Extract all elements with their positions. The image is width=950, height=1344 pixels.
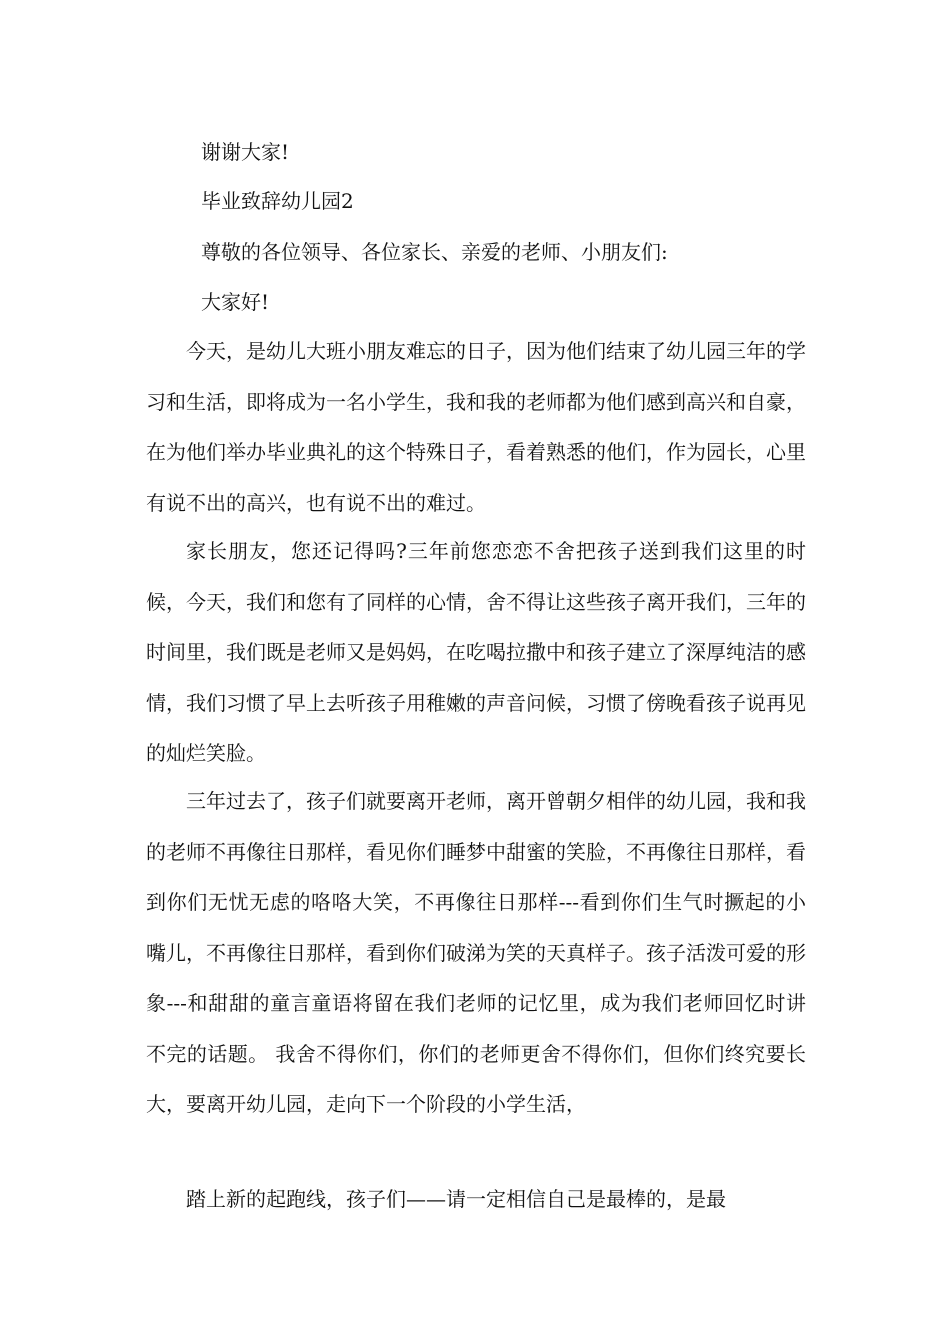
paragraph-3: 三年过去了，孩子们就要离开老师，离开曾朝夕相伴的幼儿园，我和我的老师不再像往日那样，看见你们睡梦中甜蜜的笑脸，不再像往日那样，看到你们无忧无虑的咯咯大笑，不再像往日那样---看到你们生气时撅起的小嘴儿，不再像往日那样，看到你们破涕为笑的天真样子。孩子活泼可爱的形象---和甜甜的童言童语将留在我们老师的记忆里，成为我们老师回忆时讲不完的话题。 我舍不得你们，你们的老师更舍不得你们，但你们终究要长大，要离开幼儿园，走向下一个阶段的小学生活，	[146, 789, 806, 1116]
greeting: 大家好!	[201, 290, 270, 314]
section-title: 毕业致辞幼儿园2	[201, 189, 354, 213]
salutation: 尊敬的各位领导、各位家长、亲爱的老师、小朋友们:	[201, 240, 668, 264]
paragraph-4: 踏上新的起跑线，孩子们——请一定相信自己是最棒的，是最	[186, 1187, 726, 1211]
paragraph-1: 今天，是幼儿大班小朋友难忘的日子，因为他们结束了幼儿园三年的学习和生活，即将成为一名小学生，我和我的老师都为他们感到高兴和自豪，在为他们举办毕业典礼的这个特殊日子，看着熟悉的他们，作为园长，心里有说不出的高兴，也有说不出的难过。	[146, 339, 806, 515]
closing-thanks: 谢谢大家!	[201, 140, 290, 164]
paragraph-2: 家长朋友，您还记得吗?三年前您恋恋不舍把孩子送到我们这里的时候，今天，我们和您有了同样的心情，舍不得让这些孩子离开我们，三年的时间里，我们既是老师又是妈妈，在吃喝拉撒中和孩子建立了深厚纯洁的感情，我们习惯了早上去听孩子用稚嫩的声音问候，习惯了傍晚看孩子说再见的灿烂笑脸。	[146, 539, 806, 765]
